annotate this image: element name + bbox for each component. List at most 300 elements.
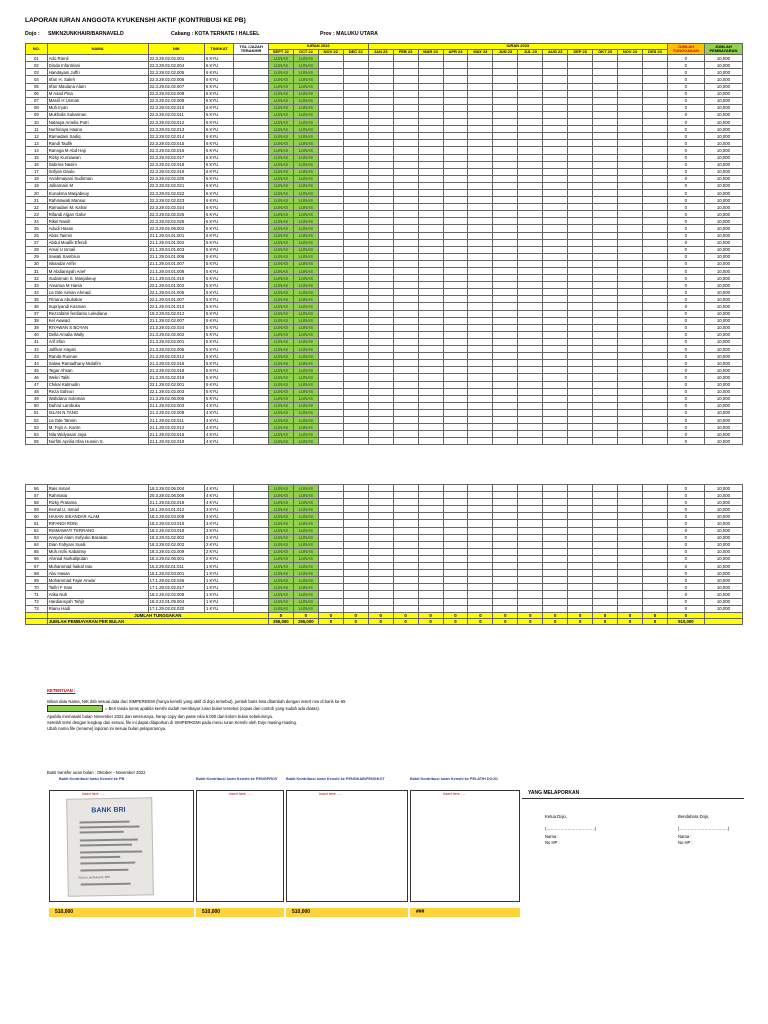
cell-month-empty[interactable] xyxy=(543,55,568,62)
cell-month-empty[interactable] xyxy=(493,346,518,353)
cell-month-empty[interactable] xyxy=(618,197,643,204)
cell-month-empty[interactable] xyxy=(468,296,493,303)
cell-month-empty[interactable] xyxy=(343,381,368,388)
cell-month-empty[interactable] xyxy=(568,296,593,303)
cell-month-empty[interactable] xyxy=(618,584,643,591)
cell-month-empty[interactable] xyxy=(643,62,668,69)
cell-month-empty[interactable] xyxy=(568,289,593,296)
cell-month-empty[interactable] xyxy=(593,168,618,175)
cell-month-empty[interactable] xyxy=(368,431,393,438)
cell-month-empty[interactable] xyxy=(568,485,593,492)
cell-month-empty[interactable] xyxy=(643,189,668,196)
cell-month-empty[interactable] xyxy=(618,175,643,182)
cell-month-empty[interactable] xyxy=(368,381,393,388)
cell-month-empty[interactable] xyxy=(518,83,543,90)
cell-month-empty[interactable] xyxy=(593,388,618,395)
cell-month-empty[interactable] xyxy=(493,260,518,267)
cell-month-empty[interactable] xyxy=(418,513,443,520)
cell-month-empty[interactable] xyxy=(443,492,468,499)
cell-month-empty[interactable] xyxy=(543,225,568,232)
cell-month-empty[interactable] xyxy=(593,111,618,118)
cell-month-empty[interactable] xyxy=(518,577,543,584)
cell-month-empty[interactable] xyxy=(418,197,443,204)
cell-month-empty[interactable] xyxy=(418,541,443,548)
cell-month-empty[interactable] xyxy=(568,55,593,62)
cell-month-empty[interactable] xyxy=(368,577,393,584)
cell-month-empty[interactable] xyxy=(368,69,393,76)
cell-month-empty[interactable] xyxy=(368,485,393,492)
cell-month-empty[interactable] xyxy=(543,175,568,182)
cell-month-empty[interactable] xyxy=(518,527,543,534)
cell-month-empty[interactable] xyxy=(343,324,368,331)
cell-month-empty[interactable] xyxy=(493,211,518,218)
cell-month-empty[interactable] xyxy=(618,492,643,499)
cell-month-empty[interactable] xyxy=(318,133,343,140)
cell-month-empty[interactable] xyxy=(418,175,443,182)
cell-month-empty[interactable] xyxy=(393,62,418,69)
cell-month-empty[interactable] xyxy=(593,541,618,548)
cell-month-empty[interactable] xyxy=(343,409,368,416)
cell-month-empty[interactable] xyxy=(393,395,418,402)
cell-month-empty[interactable] xyxy=(643,416,668,423)
cell-month-empty[interactable] xyxy=(518,246,543,253)
cell-month-empty[interactable] xyxy=(618,324,643,331)
cell-month-empty[interactable] xyxy=(643,104,668,111)
cell-month-empty[interactable] xyxy=(468,324,493,331)
cell-month-empty[interactable] xyxy=(468,119,493,126)
cell-month-empty[interactable] xyxy=(543,189,568,196)
cell-month-empty[interactable] xyxy=(643,239,668,246)
cell-month-empty[interactable] xyxy=(468,409,493,416)
cell-month-empty[interactable] xyxy=(543,97,568,104)
cell-month-empty[interactable] xyxy=(343,111,368,118)
cell-month-empty[interactable] xyxy=(318,402,343,409)
cell-month-empty[interactable] xyxy=(593,598,618,605)
cell-month-empty[interactable] xyxy=(393,119,418,126)
cell-month-empty[interactable] xyxy=(518,402,543,409)
cell-month-empty[interactable] xyxy=(418,416,443,423)
cell-month-empty[interactable] xyxy=(493,324,518,331)
cell-month-empty[interactable] xyxy=(593,555,618,562)
cell-month-empty[interactable] xyxy=(468,204,493,211)
cell-month-empty[interactable] xyxy=(393,541,418,548)
cell-month-empty[interactable] xyxy=(593,246,618,253)
cell-month-empty[interactable] xyxy=(393,591,418,598)
cell-month-empty[interactable] xyxy=(543,69,568,76)
cell-month-empty[interactable] xyxy=(443,388,468,395)
cell-month-empty[interactable] xyxy=(593,239,618,246)
cell-month-empty[interactable] xyxy=(593,126,618,133)
cell-month-empty[interactable] xyxy=(618,591,643,598)
cell-month-empty[interactable] xyxy=(568,76,593,83)
cell-month-empty[interactable] xyxy=(593,492,618,499)
cell-month-empty[interactable] xyxy=(568,360,593,367)
cell-month-empty[interactable] xyxy=(568,520,593,527)
cell-month-empty[interactable] xyxy=(493,548,518,555)
cell-month-empty[interactable] xyxy=(643,133,668,140)
cell-month-empty[interactable] xyxy=(393,431,418,438)
cell-month-empty[interactable] xyxy=(543,438,568,445)
cell-month-empty[interactable] xyxy=(618,69,643,76)
cell-month-empty[interactable] xyxy=(393,402,418,409)
cell-month-empty[interactable] xyxy=(618,346,643,353)
cell-month-empty[interactable] xyxy=(593,133,618,140)
cell-month-empty[interactable] xyxy=(443,570,468,577)
cell-month-empty[interactable] xyxy=(618,289,643,296)
cell-month-empty[interactable] xyxy=(368,204,393,211)
cell-month-empty[interactable] xyxy=(443,126,468,133)
cell-month-empty[interactable] xyxy=(443,282,468,289)
cell-month-empty[interactable] xyxy=(393,140,418,147)
cell-month-empty[interactable] xyxy=(568,239,593,246)
cell-month-empty[interactable] xyxy=(643,182,668,189)
cell-month-empty[interactable] xyxy=(468,111,493,118)
cell-month-empty[interactable] xyxy=(543,83,568,90)
cell-month-empty[interactable] xyxy=(343,541,368,548)
cell-month-empty[interactable] xyxy=(493,584,518,591)
cell-month-empty[interactable] xyxy=(568,605,593,612)
cell-month-empty[interactable] xyxy=(443,83,468,90)
cell-month-empty[interactable] xyxy=(318,388,343,395)
cell-month-empty[interactable] xyxy=(418,104,443,111)
cell-month-empty[interactable] xyxy=(543,260,568,267)
cell-month-empty[interactable] xyxy=(468,62,493,69)
cell-month-empty[interactable] xyxy=(393,253,418,260)
cell-month-empty[interactable] xyxy=(343,555,368,562)
cell-month-empty[interactable] xyxy=(418,211,443,218)
cell-month-empty[interactable] xyxy=(318,548,343,555)
cell-month-empty[interactable] xyxy=(543,232,568,239)
cell-month-empty[interactable] xyxy=(343,499,368,506)
cell-month-empty[interactable] xyxy=(418,275,443,282)
cell-month-empty[interactable] xyxy=(643,605,668,612)
cell-month-empty[interactable] xyxy=(543,548,568,555)
cell-month-empty[interactable] xyxy=(618,97,643,104)
cell-month-empty[interactable] xyxy=(393,83,418,90)
cell-month-empty[interactable] xyxy=(343,253,368,260)
cell-month-empty[interactable] xyxy=(643,541,668,548)
cell-month-empty[interactable] xyxy=(518,499,543,506)
cell-month-empty[interactable] xyxy=(593,548,618,555)
cell-month-empty[interactable] xyxy=(443,76,468,83)
cell-month-empty[interactable] xyxy=(318,367,343,374)
cell-month-empty[interactable] xyxy=(468,416,493,423)
cell-month-empty[interactable] xyxy=(643,126,668,133)
cell-month-empty[interactable] xyxy=(443,268,468,275)
cell-month-empty[interactable] xyxy=(518,232,543,239)
cell-month-empty[interactable] xyxy=(343,548,368,555)
cell-month-empty[interactable] xyxy=(493,69,518,76)
cell-month-empty[interactable] xyxy=(493,388,518,395)
cell-month-empty[interactable] xyxy=(618,126,643,133)
cell-month-empty[interactable] xyxy=(393,381,418,388)
cell-month-empty[interactable] xyxy=(443,232,468,239)
cell-month-empty[interactable] xyxy=(468,513,493,520)
cell-month-empty[interactable] xyxy=(543,513,568,520)
cell-month-empty[interactable] xyxy=(618,204,643,211)
cell-month-empty[interactable] xyxy=(343,260,368,267)
cell-month-empty[interactable] xyxy=(343,189,368,196)
cell-month-empty[interactable] xyxy=(643,282,668,289)
cell-month-empty[interactable] xyxy=(418,147,443,154)
cell-month-empty[interactable] xyxy=(318,310,343,317)
cell-month-empty[interactable] xyxy=(418,374,443,381)
cell-month-empty[interactable] xyxy=(468,331,493,338)
cell-month-empty[interactable] xyxy=(593,346,618,353)
cell-month-empty[interactable] xyxy=(643,409,668,416)
cell-month-empty[interactable] xyxy=(518,239,543,246)
cell-month-empty[interactable] xyxy=(643,381,668,388)
cell-month-empty[interactable] xyxy=(343,239,368,246)
cell-month-empty[interactable] xyxy=(618,409,643,416)
cell-month-empty[interactable] xyxy=(368,168,393,175)
cell-month-empty[interactable] xyxy=(618,513,643,520)
cell-month-empty[interactable] xyxy=(418,485,443,492)
cell-month-empty[interactable] xyxy=(343,584,368,591)
cell-month-empty[interactable] xyxy=(368,520,393,527)
cell-month-empty[interactable] xyxy=(518,374,543,381)
cell-month-empty[interactable] xyxy=(543,90,568,97)
cell-month-empty[interactable] xyxy=(568,253,593,260)
cell-month-empty[interactable] xyxy=(343,225,368,232)
cell-month-empty[interactable] xyxy=(493,409,518,416)
cell-month-empty[interactable] xyxy=(318,76,343,83)
cell-month-empty[interactable] xyxy=(618,317,643,324)
cell-month-empty[interactable] xyxy=(343,218,368,225)
cell-month-empty[interactable] xyxy=(393,492,418,499)
cell-month-empty[interactable] xyxy=(468,268,493,275)
cell-month-empty[interactable] xyxy=(393,555,418,562)
cell-month-empty[interactable] xyxy=(643,513,668,520)
cell-month-empty[interactable] xyxy=(418,395,443,402)
cell-month-empty[interactable] xyxy=(418,253,443,260)
cell-month-empty[interactable] xyxy=(318,513,343,520)
cell-month-empty[interactable] xyxy=(618,416,643,423)
cell-month-empty[interactable] xyxy=(318,189,343,196)
cell-month-empty[interactable] xyxy=(493,232,518,239)
cell-month-empty[interactable] xyxy=(518,225,543,232)
cell-month-empty[interactable] xyxy=(343,563,368,570)
cell-month-empty[interactable] xyxy=(418,126,443,133)
cell-month-empty[interactable] xyxy=(593,97,618,104)
cell-month-empty[interactable] xyxy=(543,381,568,388)
cell-month-empty[interactable] xyxy=(368,239,393,246)
cell-month-empty[interactable] xyxy=(643,303,668,310)
cell-month-empty[interactable] xyxy=(493,381,518,388)
cell-month-empty[interactable] xyxy=(368,111,393,118)
cell-month-empty[interactable] xyxy=(393,527,418,534)
cell-month-empty[interactable] xyxy=(618,605,643,612)
cell-month-empty[interactable] xyxy=(518,204,543,211)
cell-month-empty[interactable] xyxy=(618,140,643,147)
cell-month-empty[interactable] xyxy=(543,338,568,345)
cell-month-empty[interactable] xyxy=(643,360,668,367)
cell-month-empty[interactable] xyxy=(343,534,368,541)
cell-month-empty[interactable] xyxy=(543,598,568,605)
cell-month-empty[interactable] xyxy=(318,83,343,90)
cell-month-empty[interactable] xyxy=(518,282,543,289)
cell-month-empty[interactable] xyxy=(493,97,518,104)
cell-month-empty[interactable] xyxy=(493,577,518,584)
cell-month-empty[interactable] xyxy=(393,317,418,324)
cell-month-empty[interactable] xyxy=(568,197,593,204)
cell-month-empty[interactable] xyxy=(368,310,393,317)
cell-month-empty[interactable] xyxy=(343,513,368,520)
cell-month-empty[interactable] xyxy=(418,346,443,353)
cell-month-empty[interactable] xyxy=(518,303,543,310)
cell-month-empty[interactable] xyxy=(543,275,568,282)
cell-month-empty[interactable] xyxy=(543,541,568,548)
cell-month-empty[interactable] xyxy=(593,506,618,513)
cell-month-empty[interactable] xyxy=(318,520,343,527)
cell-month-empty[interactable] xyxy=(493,182,518,189)
cell-month-empty[interactable] xyxy=(618,182,643,189)
cell-month-empty[interactable] xyxy=(568,338,593,345)
cell-month-empty[interactable] xyxy=(618,275,643,282)
cell-month-empty[interactable] xyxy=(568,548,593,555)
cell-month-empty[interactable] xyxy=(493,353,518,360)
cell-month-empty[interactable] xyxy=(618,438,643,445)
cell-month-empty[interactable] xyxy=(343,55,368,62)
cell-month-empty[interactable] xyxy=(393,303,418,310)
cell-month-empty[interactable] xyxy=(643,424,668,431)
cell-month-empty[interactable] xyxy=(593,282,618,289)
cell-month-empty[interactable] xyxy=(493,140,518,147)
cell-month-empty[interactable] xyxy=(343,492,368,499)
cell-month-empty[interactable] xyxy=(568,416,593,423)
cell-month-empty[interactable] xyxy=(443,310,468,317)
cell-month-empty[interactable] xyxy=(318,431,343,438)
cell-month-empty[interactable] xyxy=(518,111,543,118)
cell-month-empty[interactable] xyxy=(393,598,418,605)
cell-month-empty[interactable] xyxy=(593,513,618,520)
cell-month-empty[interactable] xyxy=(568,246,593,253)
cell-month-empty[interactable] xyxy=(318,246,343,253)
cell-month-empty[interactable] xyxy=(393,353,418,360)
cell-month-empty[interactable] xyxy=(343,90,368,97)
cell-month-empty[interactable] xyxy=(343,175,368,182)
cell-month-empty[interactable] xyxy=(568,175,593,182)
cell-month-empty[interactable] xyxy=(593,570,618,577)
cell-month-empty[interactable] xyxy=(393,133,418,140)
cell-month-empty[interactable] xyxy=(468,438,493,445)
cell-month-empty[interactable] xyxy=(643,570,668,577)
cell-month-empty[interactable] xyxy=(418,310,443,317)
cell-month-empty[interactable] xyxy=(368,119,393,126)
cell-month-empty[interactable] xyxy=(518,513,543,520)
cell-month-empty[interactable] xyxy=(443,353,468,360)
cell-month-empty[interactable] xyxy=(518,548,543,555)
cell-month-empty[interactable] xyxy=(568,310,593,317)
cell-month-empty[interactable] xyxy=(643,353,668,360)
cell-month-empty[interactable] xyxy=(443,381,468,388)
cell-month-empty[interactable] xyxy=(318,492,343,499)
cell-month-empty[interactable] xyxy=(518,317,543,324)
cell-month-empty[interactable] xyxy=(343,168,368,175)
cell-month-empty[interactable] xyxy=(343,62,368,69)
cell-month-empty[interactable] xyxy=(343,76,368,83)
cell-month-empty[interactable] xyxy=(343,133,368,140)
cell-month-empty[interactable] xyxy=(493,303,518,310)
cell-month-empty[interactable] xyxy=(443,90,468,97)
cell-month-empty[interactable] xyxy=(468,55,493,62)
cell-month-empty[interactable] xyxy=(543,76,568,83)
cell-month-empty[interactable] xyxy=(468,534,493,541)
cell-month-empty[interactable] xyxy=(443,55,468,62)
cell-month-empty[interactable] xyxy=(418,499,443,506)
cell-month-empty[interactable] xyxy=(393,90,418,97)
cell-month-empty[interactable] xyxy=(468,232,493,239)
cell-month-empty[interactable] xyxy=(318,605,343,612)
cell-month-empty[interactable] xyxy=(593,527,618,534)
cell-month-empty[interactable] xyxy=(618,268,643,275)
cell-month-empty[interactable] xyxy=(593,499,618,506)
cell-month-empty[interactable] xyxy=(518,104,543,111)
cell-month-empty[interactable] xyxy=(468,360,493,367)
cell-month-empty[interactable] xyxy=(643,548,668,555)
cell-month-empty[interactable] xyxy=(318,598,343,605)
cell-month-empty[interactable] xyxy=(568,591,593,598)
cell-month-empty[interactable] xyxy=(468,211,493,218)
cell-month-empty[interactable] xyxy=(493,367,518,374)
cell-month-empty[interactable] xyxy=(568,499,593,506)
cell-month-empty[interactable] xyxy=(593,431,618,438)
cell-month-empty[interactable] xyxy=(343,424,368,431)
cell-month-empty[interactable] xyxy=(643,147,668,154)
cell-month-empty[interactable] xyxy=(318,104,343,111)
cell-month-empty[interactable] xyxy=(518,506,543,513)
cell-month-empty[interactable] xyxy=(318,499,343,506)
cell-month-empty[interactable] xyxy=(618,310,643,317)
cell-month-empty[interactable] xyxy=(618,548,643,555)
cell-month-empty[interactable] xyxy=(618,104,643,111)
cell-month-empty[interactable] xyxy=(568,204,593,211)
cell-month-empty[interactable] xyxy=(443,513,468,520)
cell-month-empty[interactable] xyxy=(618,367,643,374)
cell-month-empty[interactable] xyxy=(468,310,493,317)
cell-month-empty[interactable] xyxy=(468,499,493,506)
cell-month-empty[interactable] xyxy=(643,331,668,338)
cell-month-empty[interactable] xyxy=(368,282,393,289)
cell-month-empty[interactable] xyxy=(368,555,393,562)
cell-month-empty[interactable] xyxy=(518,534,543,541)
cell-month-empty[interactable] xyxy=(593,90,618,97)
cell-month-empty[interactable] xyxy=(318,69,343,76)
cell-month-empty[interactable] xyxy=(568,527,593,534)
cell-month-empty[interactable] xyxy=(393,324,418,331)
cell-month-empty[interactable] xyxy=(518,388,543,395)
cell-month-empty[interactable] xyxy=(493,253,518,260)
cell-month-empty[interactable] xyxy=(418,282,443,289)
cell-month-empty[interactable] xyxy=(593,374,618,381)
cell-month-empty[interactable] xyxy=(518,119,543,126)
cell-month-empty[interactable] xyxy=(518,438,543,445)
cell-month-empty[interactable] xyxy=(643,555,668,562)
cell-month-empty[interactable] xyxy=(518,140,543,147)
cell-month-empty[interactable] xyxy=(343,246,368,253)
cell-month-empty[interactable] xyxy=(343,353,368,360)
cell-month-empty[interactable] xyxy=(568,534,593,541)
cell-month-empty[interactable] xyxy=(368,499,393,506)
cell-month-empty[interactable] xyxy=(443,584,468,591)
cell-month-empty[interactable] xyxy=(568,570,593,577)
cell-month-empty[interactable] xyxy=(318,296,343,303)
cell-month-empty[interactable] xyxy=(368,353,393,360)
cell-month-empty[interactable] xyxy=(618,424,643,431)
cell-month-empty[interactable] xyxy=(393,548,418,555)
cell-month-empty[interactable] xyxy=(568,147,593,154)
cell-month-empty[interactable] xyxy=(443,506,468,513)
